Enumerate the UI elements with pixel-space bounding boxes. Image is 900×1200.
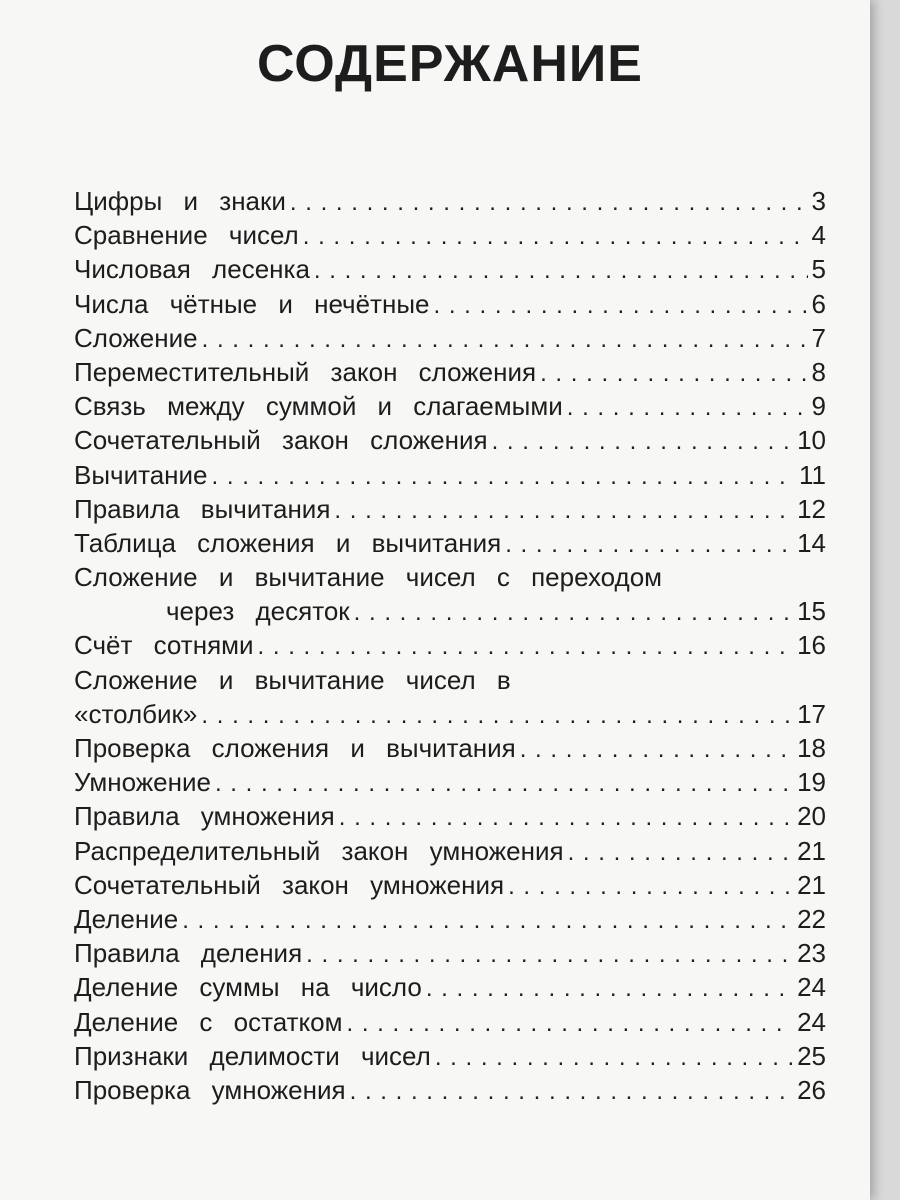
leader-dots (314, 254, 808, 288)
leader-dots (435, 1041, 793, 1075)
leader-dots (334, 494, 793, 528)
toc-entry (74, 184, 826, 218)
toc-entry-title: Переместительный закон сложения (74, 356, 537, 387)
toc-entry-page: 10 (797, 425, 826, 456)
toc-entry-page: 16 (797, 630, 826, 661)
toc-entry (74, 1005, 826, 1039)
toc-entry-page: 20 (797, 801, 826, 832)
toc-entry (74, 697, 826, 731)
toc-entry-title-cont: «столбик» (74, 698, 198, 729)
toc-entry (74, 287, 826, 321)
leader-dots (258, 630, 794, 664)
toc-entry-page: 4 (811, 220, 826, 251)
toc-entry-title: Вычитание (74, 459, 208, 490)
toc-entry-page: 14 (797, 527, 826, 558)
toc-entry-title: Деление (74, 903, 179, 934)
toc-entry-page: 6 (811, 288, 826, 319)
leader-dots (202, 323, 808, 357)
leader-dots (215, 767, 793, 801)
toc-entry (74, 458, 826, 492)
page-title: СОДЕРЖАНИЕ (257, 35, 643, 93)
toc-entry-title: Сложение и вычитание чисел в (74, 664, 511, 695)
toc-entry (74, 936, 826, 970)
leader-dots (350, 1075, 793, 1109)
toc-entry-page: 7 (811, 322, 826, 353)
leader-dots (182, 904, 793, 938)
toc-entry-page: 8 (811, 356, 826, 387)
leader-dots (508, 870, 793, 904)
toc-entry (74, 970, 826, 1004)
toc-entry (74, 628, 826, 662)
leader-dots (520, 733, 793, 767)
toc-entry (74, 834, 826, 868)
toc-entry (74, 799, 826, 833)
leader-dots (306, 938, 793, 972)
toc-entry-page: 12 (797, 493, 826, 524)
toc-entry-title: Таблица сложения и вычитания (74, 527, 502, 558)
leader-dots (290, 186, 808, 220)
toc-entry-page: 24 (797, 1006, 826, 1037)
toc-entry-title: Распределительный закон умножения (74, 835, 564, 866)
toc-entry-title: Правила вычитания (74, 493, 331, 524)
toc-entry (74, 321, 826, 355)
toc-entry (74, 1039, 826, 1073)
leader-dots (347, 1007, 794, 1041)
toc-entry-title: Сравнение чисел (74, 220, 299, 251)
toc-entry-line1 (74, 663, 826, 697)
toc-entry-title-cont: через десяток (166, 596, 350, 627)
toc-entry-page: 5 (811, 254, 826, 285)
toc-entry (74, 765, 826, 799)
toc-entry-title: Сложение (74, 322, 198, 353)
toc-entry-title: Проверка сложения и вычитания (74, 733, 516, 763)
leader-dots (426, 972, 793, 1006)
leader-dots (339, 801, 793, 835)
toc-entry-page: 23 (797, 938, 826, 969)
leader-dots (492, 425, 794, 459)
toc-entry (74, 868, 826, 902)
toc-entry-page: 22 (797, 903, 826, 934)
leader-dots (303, 220, 808, 254)
toc-entry (74, 731, 826, 765)
table-of-contents (74, 184, 826, 1107)
toc-entry-page: 3 (811, 186, 826, 216)
toc-entry-title: Умножение (74, 767, 211, 798)
toc-entry-title: Числа чётные и нечётные (74, 288, 430, 319)
toc-entry-title: Счёт сотнями (74, 630, 254, 661)
toc-entry-line1 (74, 560, 826, 594)
toc-entry-page: 17 (797, 698, 826, 729)
toc-entry-page: 9 (811, 391, 826, 422)
toc-entry-page: 21 (797, 835, 826, 866)
toc-entry-title: Сложение и вычитание чисел с переходом (74, 562, 663, 593)
toc-entry-title: Числовая лесенка (74, 254, 310, 285)
toc-entry-title: Деление суммы на число (74, 972, 422, 1003)
toc-entry-title: Правила деления (74, 938, 303, 969)
toc-entry (74, 218, 826, 252)
toc-entry (74, 355, 826, 389)
toc-entry-page: 15 (797, 596, 826, 627)
toc-entry-page: 21 (797, 869, 826, 900)
toc-entry-title: Деление с остатком (74, 1006, 343, 1037)
toc-entry-page: 25 (797, 1040, 826, 1071)
toc-entry-title: Цифры и знаки (74, 186, 286, 216)
toc-entry-title: Правила умножения (74, 801, 335, 832)
toc-entry-page: 11 (799, 459, 826, 490)
toc-entry-title: Сочетательный закон умножения (74, 869, 505, 900)
toc-entry-title: Признаки делимости чисел (74, 1040, 431, 1071)
leader-dots (433, 289, 807, 323)
toc-entry-page: 26 (797, 1074, 826, 1105)
leader-dots (212, 460, 795, 494)
toc-entry-page: 18 (797, 733, 826, 763)
leader-dots (354, 596, 793, 630)
toc-entry (74, 902, 826, 936)
toc-entry (74, 389, 826, 423)
toc-entry (74, 1073, 826, 1107)
leader-dots (567, 391, 808, 425)
leader-dots (505, 528, 793, 562)
toc-entry-page: 19 (797, 767, 826, 798)
leader-dots (540, 357, 807, 391)
toc-entry (74, 526, 826, 560)
leader-dots (201, 699, 793, 733)
toc-entry (74, 252, 826, 286)
toc-entry-title: Связь между суммой и слагаемыми (74, 391, 563, 422)
toc-entry (74, 423, 826, 457)
toc-entry (74, 594, 826, 628)
leader-dots (568, 836, 794, 870)
toc-entry-title: Сочетательный закон сложения (74, 425, 488, 456)
toc-entry (74, 492, 826, 526)
toc-entry-title: Проверка умножения (74, 1074, 346, 1105)
toc-entry-page: 24 (797, 972, 826, 1003)
